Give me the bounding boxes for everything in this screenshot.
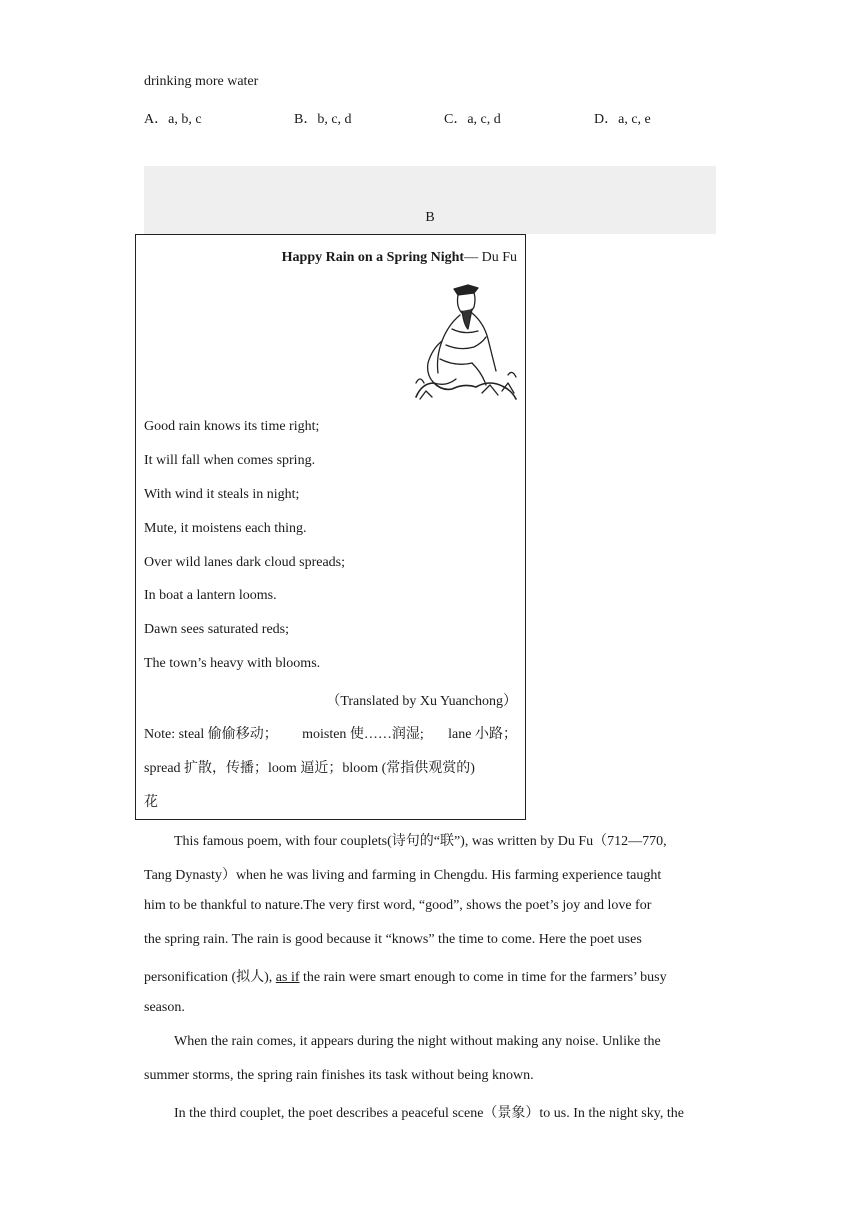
vocabulary-note-line: spread 扩散，传播；loom 逼近；bloom (常指供观赏的)	[144, 761, 475, 776]
article-text: personification (拟人),	[144, 970, 276, 985]
article-line: In the third couplet, the poet describes a peaceful scene（景象）to us. In the night sky, the	[174, 1106, 684, 1121]
article-line: Tang Dynasty）when he was living and farming in Chengdu. His farming experience taught	[144, 868, 662, 883]
section-letter: B	[425, 210, 435, 225]
article-text: the rain were smart enough to come in time for the farmers’ busy	[299, 970, 667, 985]
article-line: When the rain comes, it appears during the night without making any noise. Unlike the	[174, 1034, 661, 1049]
poem-line: Mute, it moistens each thing.	[144, 521, 307, 536]
poet-portrait-icon	[412, 279, 518, 403]
article-line: This famous poem, with four couplets(诗句的“联”), was written by Du Fu（712—770,	[174, 834, 667, 849]
poem-line: It will fall when comes spring.	[144, 453, 316, 468]
option-b[interactable]: B．b, c, d	[294, 112, 352, 127]
vocabulary-note-line: 花	[144, 795, 158, 810]
article-line: him to be thankful to nature.The very first word, “good”, shows the poet’s joy and love for	[144, 898, 652, 913]
poem-line: In boat a lantern looms.	[144, 588, 277, 603]
poem-author: — Du Fu	[464, 250, 517, 265]
section-header	[144, 166, 716, 234]
article-line: season.	[144, 1000, 185, 1015]
poem-title-text: Happy Rain on a Spring Night	[281, 250, 465, 265]
underlined-phrase: as if	[275, 970, 300, 985]
question-tail-text: drinking more water	[144, 74, 259, 89]
note-item: moisten 使……润湿;	[302, 727, 424, 742]
article-line: summer storms, the spring rain finishes its task without being known.	[144, 1068, 534, 1083]
article-line: the spring rain. The rain is good because it “knows” the time to come. Here the poet uses	[144, 932, 642, 947]
vocabulary-note-line	[144, 723, 517, 743]
poem-line: With wind it steals in night;	[144, 487, 300, 502]
poem-line: The town’s heavy with blooms.	[144, 656, 321, 671]
translator-credit: （Translated by Xu Yuanchong）	[326, 694, 517, 709]
article-line	[144, 966, 716, 986]
poem-title	[282, 250, 517, 266]
note-item: lane 小路；	[448, 727, 517, 742]
note-item: Note: steal 偷偷移动；	[144, 727, 278, 742]
option-a[interactable]: A．a, b, c	[144, 112, 202, 127]
poem-line: Over wild lanes dark cloud spreads;	[144, 555, 345, 570]
option-d[interactable]: D．a, c, e	[594, 112, 651, 127]
poem-line: Dawn sees saturated reds;	[144, 622, 290, 637]
option-c[interactable]: C．a, c, d	[444, 112, 501, 127]
poem-box	[135, 234, 526, 820]
poem-line: Good rain knows its time right;	[144, 419, 320, 434]
